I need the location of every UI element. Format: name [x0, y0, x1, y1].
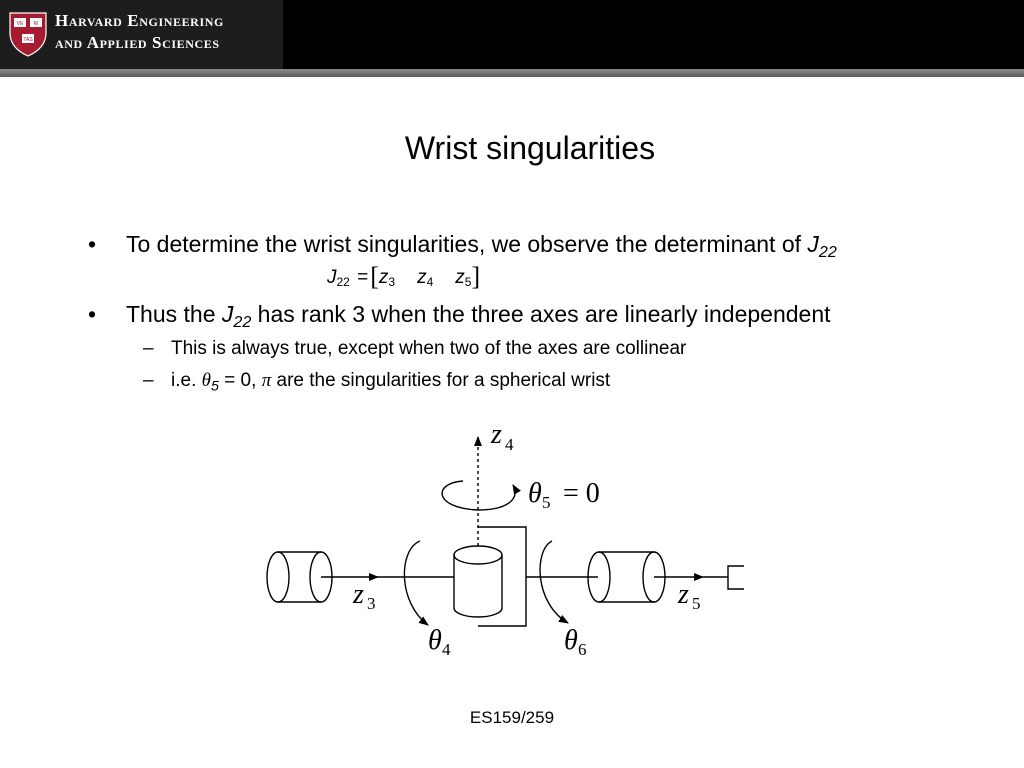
svg-text:5: 5 — [692, 594, 701, 613]
slide-title: Wrist singularities — [404, 130, 656, 166]
bullet-2: • Thus the $J_{22}$ has rank 3 when the three axes are linearly independent — [88, 301, 831, 331]
bullet-marker: • — [88, 301, 97, 327]
j22-symbol: $J_{22}$ — [807, 231, 837, 261]
header-divider — [0, 69, 1024, 77]
theta4-rotation-arrow — [404, 541, 428, 625]
sub-bullet-1: – This is always true, except when two of the axes are collinear — [143, 338, 687, 359]
spherical-wrist-diagram — [258, 415, 748, 665]
bullet-1 — [88, 231, 837, 262]
brand-line-1: Harvard Engineering — [55, 11, 224, 30]
center-link-cylinder — [454, 546, 502, 617]
theta6-rotation-arrow — [540, 541, 568, 623]
theta6-label: θ — [564, 625, 578, 656]
dash-marker: – — [143, 338, 154, 359]
brand-line-2: and Applied Sciences — [55, 33, 220, 52]
j22-symbol: $J_{22}$ — [221, 301, 252, 331]
svg-text:4: 4 — [505, 435, 514, 454]
theta4-label: θ — [428, 625, 442, 656]
svg-text:6: 6 — [578, 640, 587, 659]
course-footer: ES159/259 — [469, 708, 555, 727]
svg-text:3: 3 — [367, 594, 376, 613]
svg-text:= 0: = 0 — [563, 478, 600, 509]
z5-label: z — [678, 579, 689, 610]
svg-text:5: 5 — [542, 493, 551, 512]
logo-panel — [0, 0, 283, 69]
sub-bullet-2: – i.e. $\theta_5 = 0$, π are the singularities for a spherical wrist — [143, 370, 611, 395]
equation-j22: J22 =[z3 z4 z5] — [327, 262, 481, 291]
z4-label: z — [491, 419, 502, 450]
bullet-1-text: To determine the wrist singularities, we observe the determinant of — [126, 231, 808, 257]
theta5-label: θ — [528, 478, 542, 509]
bullet-marker: • — [88, 231, 97, 257]
svg-text:4: 4 — [442, 640, 451, 659]
z3-label: z — [353, 579, 364, 610]
right-link-cylinder — [588, 552, 665, 602]
svg-text:TAS: TAS — [23, 37, 33, 43]
harvard-shield-logo — [9, 11, 47, 57]
svg-text:VE: VE — [16, 21, 24, 27]
end-effector — [728, 566, 744, 589]
dash-marker: – — [143, 370, 154, 391]
svg-text:RI: RI — [33, 21, 39, 27]
